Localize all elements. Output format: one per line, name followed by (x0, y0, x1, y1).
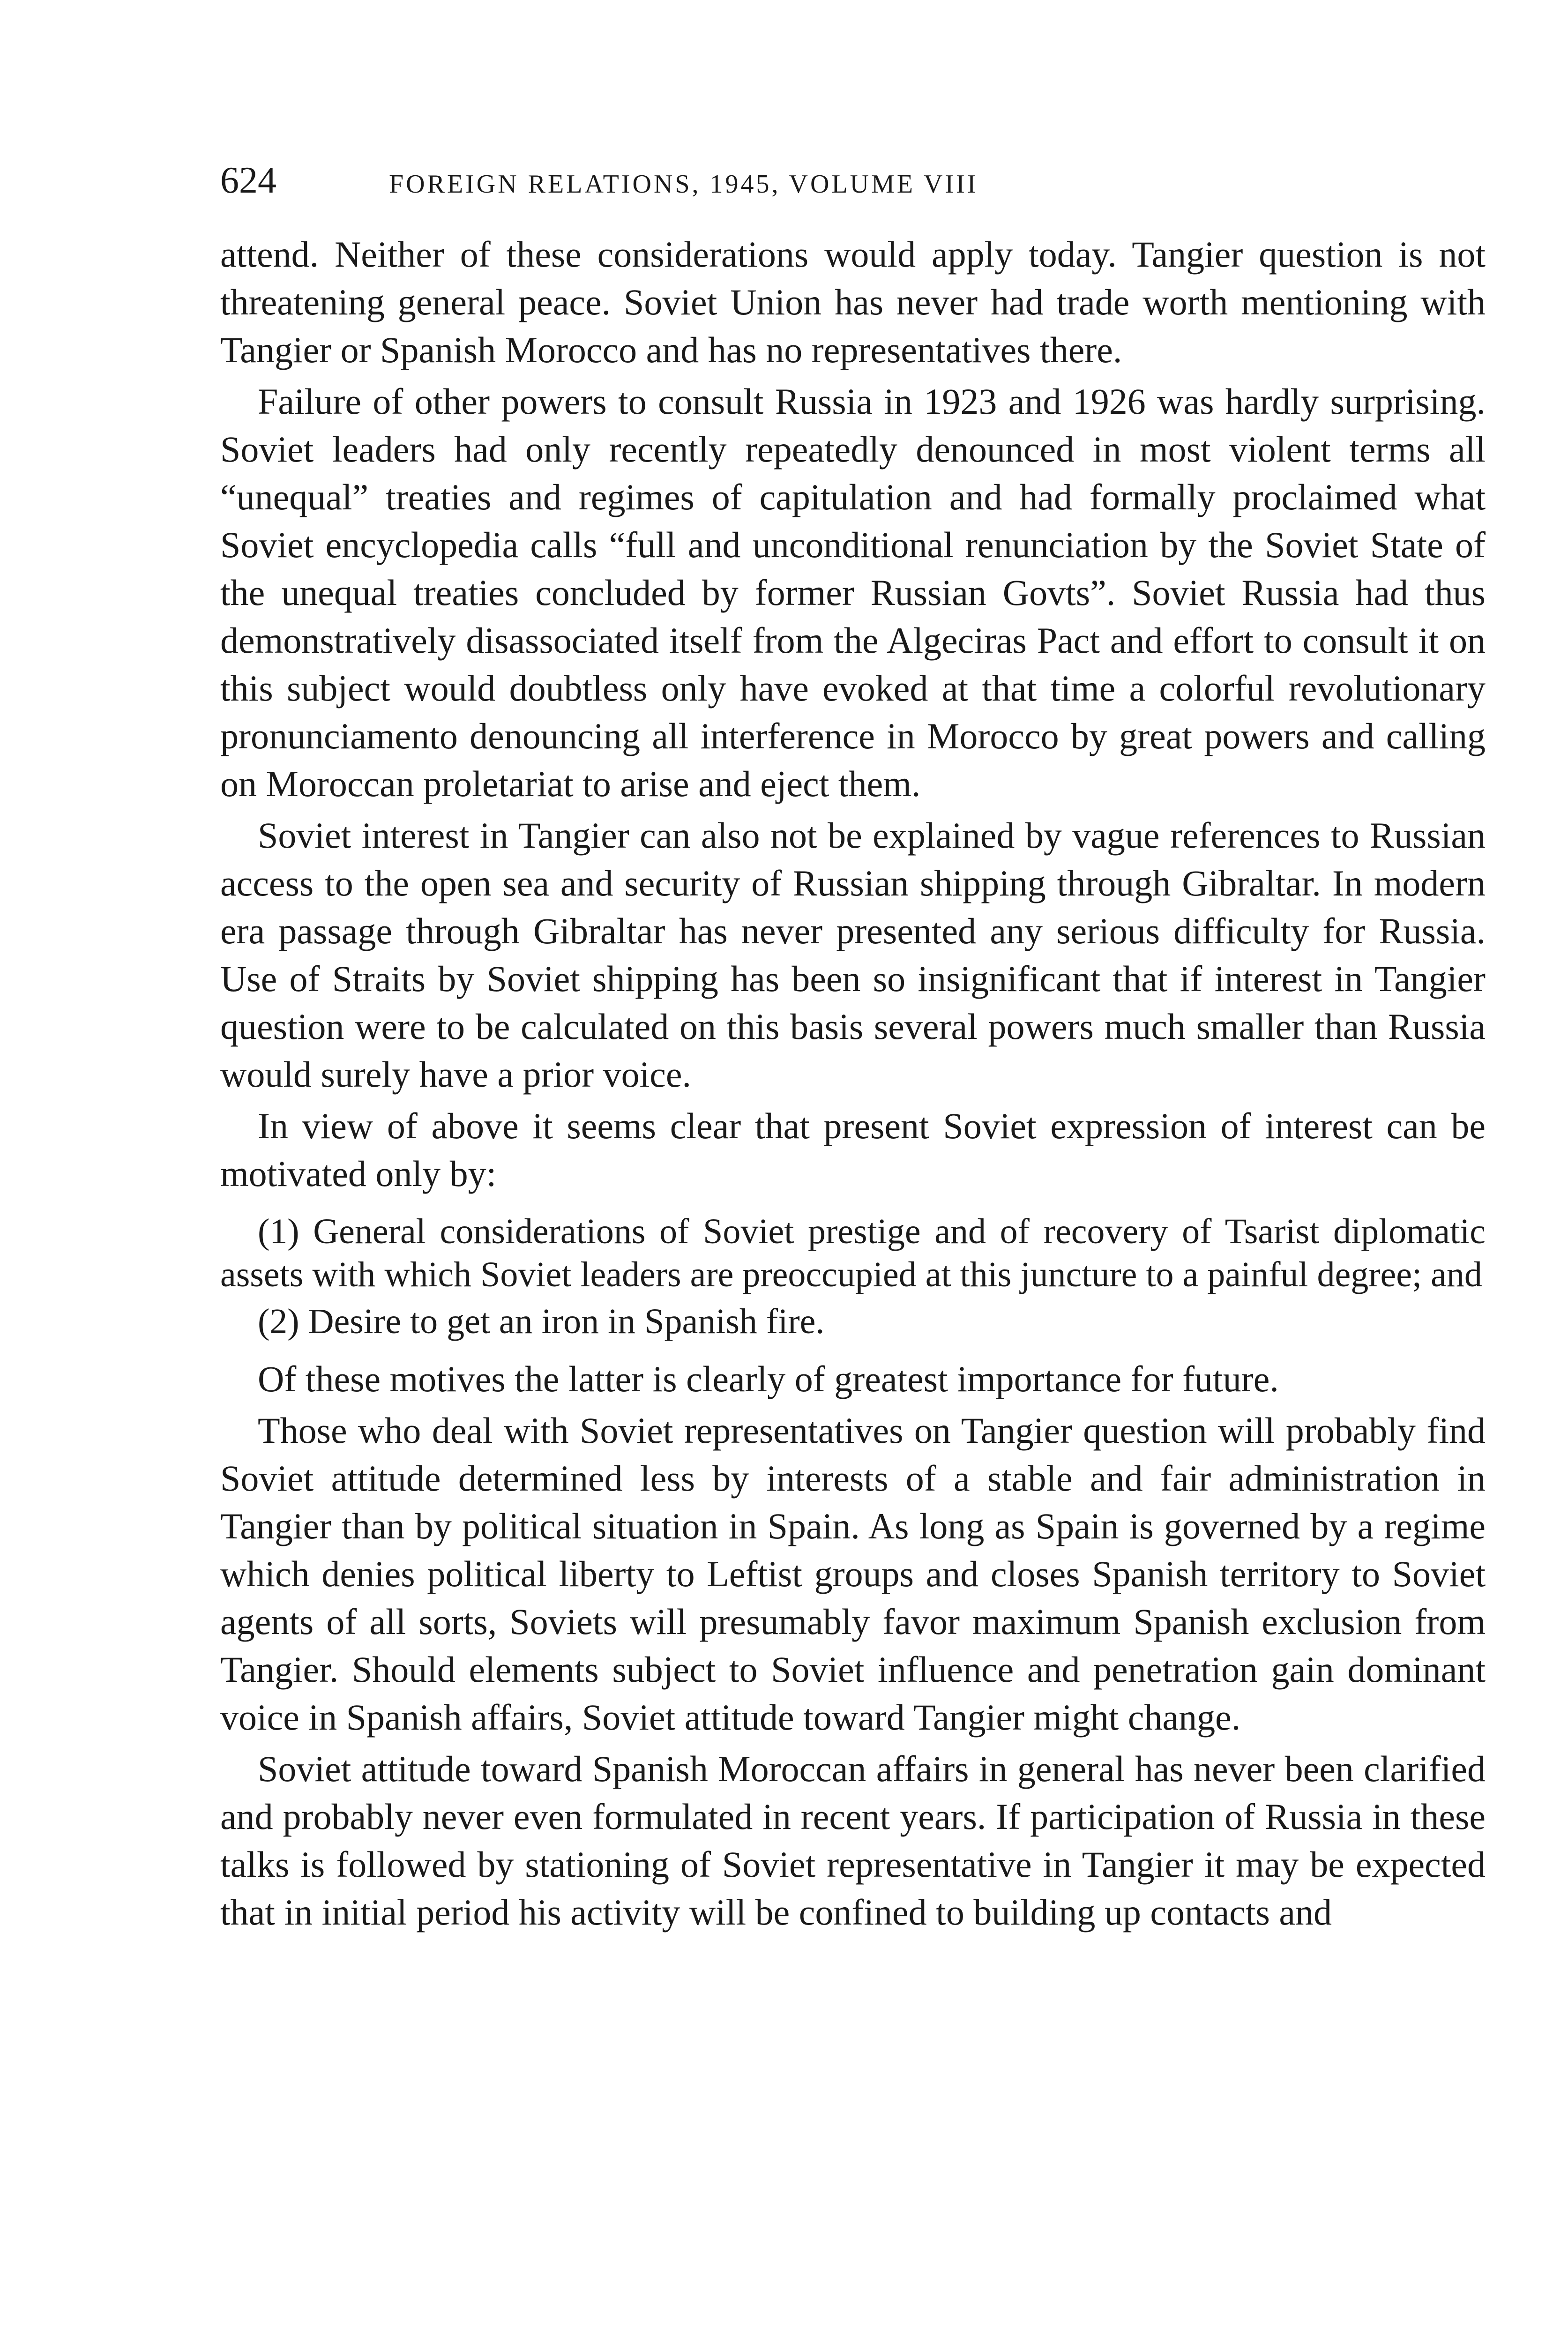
paragraph: In view of above it seems clear that present Soviet expression of interest can be motivated only by: (220, 1105, 1486, 1194)
paragraph: Failure of other powers to consult Russia in 1923 and 1926 was hardly surprising. Soviet leaders had only recently repeatedly denounced in most violent terms all “unequal” treaties and regimes of capitulation and had formally proclaimed what Soviet encyclopedia calls “full and unconditional renunciation by the Soviet State of the unequal treaties concluded by former Russian Govts”. Soviet Russia had thus demonstratively disassociated itself from the Algeciras Pact and effort to consult it on this subject would doubtless only have evoked at that time a colorful revolutionary pronunciamento denouncing all interference in Morocco by great powers and calling on Moroccan proletariat to arise and eject them. (220, 381, 1486, 804)
page-number: 624 (220, 160, 276, 201)
motives-list (220, 1210, 1486, 1343)
motive-item: (1) General considerations of Soviet prestige and of recovery of Tsarist diplomatic assets with which Soviet leaders are preoccupied at this juncture to a painful degree; and (220, 1212, 1486, 1294)
paragraph: Soviet interest in Tangier can also not be explained by vague references to Russian access to the open sea and security of Russian shipping through Gibraltar. In modern era passage through Gibraltar has never presented any serious difficulty for Russia. Use of Straits by Soviet shipping has been so insignificant that if interest in Tangier question were to be calculated on this basis several powers much smaller than Russia would surely have a prior voice. (220, 815, 1486, 1095)
paragraph: attend. Neither of these considerations would apply today. Tangier question is not threatening general peace. Soviet Union has never had trade worth mentioning with Tangier or Spanish Morocco and has no representatives there. (220, 234, 1486, 370)
document-page (220, 159, 1486, 2343)
motive-item: (2) Desire to get an iron in Spanish fire. (258, 1302, 825, 1341)
body-text (220, 231, 1486, 1936)
page-header (220, 159, 1486, 211)
running-head: FOREIGN RELATIONS, 1945, VOLUME VIII (389, 170, 978, 199)
paragraph: Of these motives the latter is clearly of greatest importance for future. (258, 1358, 1279, 1399)
paragraph: Soviet attitude toward Spanish Moroccan affairs in general has never been clarified and probably never even formulated in recent years. If participation of Russia in these talks is followed by stationing of Soviet representative in Tangier it may be expected that in initial period his activity will be confined to building up contacts and (220, 1748, 1486, 1933)
paragraph: Those who deal with Soviet representatives on Tangier question will probably find Soviet attitude determined less by interests of a stable and fair administration in Tangier than by political situation in Spain. As long as Spain is governed by a regime which denies political liberty to Leftist groups and closes Spanish territory to Soviet agents of all sorts, Soviets will presumably favor maximum Spanish exclusion from Tangier. Should elements subject to Soviet influence and penetration gain dominant voice in Spanish affairs, Soviet attitude toward Tangier might change. (220, 1410, 1486, 1738)
